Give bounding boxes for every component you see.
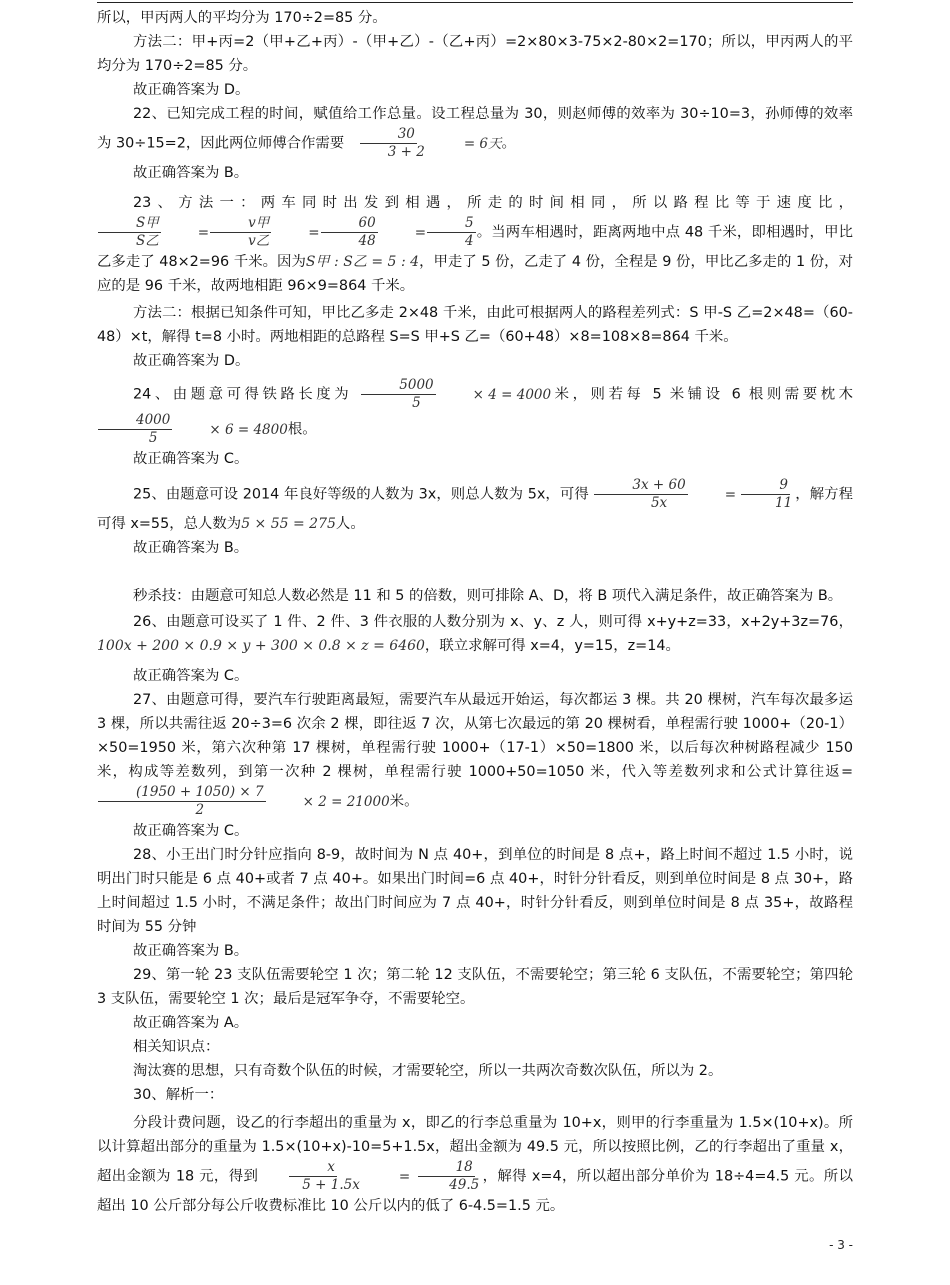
question-22	[97, 102, 853, 161]
frac-numerator: 3x + 60	[594, 477, 687, 495]
q24-text-2: 米，则若每 5 米铺设 6 根则需要枕木	[551, 386, 853, 403]
spacer	[97, 560, 853, 584]
frac-denominator: S乙	[136, 233, 159, 249]
frac-denominator: 5 + 1.5x	[302, 1177, 360, 1193]
formula-23-ratio	[97, 215, 477, 250]
q30-text: 分段计费问题，设乙的行李超出的重量为 x，即乙的行李总重量为 10+x，则甲的行李重量为 1.5×(10+x)。所以计算超出部分的重量为 1.5×(10+x)-10=5+1.5x，超出金额为 49.5 元，所以按照比例，乙的行李超出了重量 x，超出金额为 18 元，得到	[97, 1115, 853, 1185]
document-body	[97, 6, 853, 1218]
answer-line: 故正确答案为 B。	[133, 943, 249, 959]
question-24	[97, 377, 853, 447]
question-29: 29、第一轮 23 支队伍需要轮空 1 次；第二轮 12 支队伍，不需要轮空；第三轮 6 支队伍，不需要轮空；第四轮 3 支队伍，需要轮空 1 次；最后是冠军争夺，不需要轮空。	[97, 967, 853, 1007]
answer-line: 故正确答案为 B。	[133, 540, 249, 556]
paragraph: 淘汰赛的思想，只有奇数个队伍的时候，才需要轮空，所以一共两次奇数次队伍，所以为 2。	[133, 1063, 723, 1079]
formula-30	[263, 1159, 482, 1194]
formula-rhs: = 6天	[463, 135, 502, 152]
question-27	[97, 688, 853, 819]
frac-denominator: 5x	[650, 495, 668, 511]
paragraph: 相关知识点：	[133, 1039, 220, 1055]
formula-rhs: × 4 = 4000	[472, 386, 552, 403]
question-26	[97, 610, 853, 658]
question-30	[97, 1111, 853, 1218]
frac-numerator: S甲	[98, 215, 161, 233]
frac-numerator: v甲	[210, 215, 271, 233]
formula-22	[349, 126, 502, 161]
frac-denominator: 4	[465, 233, 474, 249]
formula-24a	[360, 377, 551, 412]
page-number: - 3 -	[829, 1238, 853, 1252]
formula-rhs: × 6 = 4800	[209, 421, 288, 438]
frac-numerator: x	[289, 1159, 337, 1177]
frac-numerator: 30	[360, 126, 417, 144]
q24-text: 24、由题意可得铁路长度为	[133, 386, 353, 403]
formula-23-ratio-inline: S甲 : S乙 = 5 : 4	[305, 254, 420, 270]
paragraph: 30、解析一：	[133, 1087, 224, 1103]
q30-text-2: ，解得 x=4，所以超出部分单价为 18÷4=4.5 元。所以超出 10 公斤部分每公斤收费标准比 10 公斤以内的低了 6-4.5=1.5 元。	[97, 1168, 853, 1214]
answer-line: 故正确答案为 C。	[133, 823, 249, 839]
answer-line: 故正确答案为 C。	[133, 668, 249, 684]
question-23	[97, 191, 853, 298]
frac-denominator: 11	[775, 495, 793, 511]
frac-numerator: 9	[741, 477, 790, 495]
question-25	[97, 477, 853, 536]
frac-denominator: 49.5	[449, 1177, 480, 1193]
q26-text: 26、由题意可设买了 1 件、2 件、3 件衣服的人数分别为 x、y、z 人，则可得 x+y+z=33，x+2y+3z=76，	[133, 614, 853, 630]
q27-text: 27、由题意可得，要汽车行驶距离最短，需要汽车从最远开始运，每次都运 3 棵。共 20 棵树，汽车每次最多运 3 棵，所以共需往返 20÷3=6 次余 2 棵，即往返 7 次，从第七次最远的第 20 棵树看，单程需行驶 1000+（20-1）×50=1950 米，第六次种第 17 棵树，单程需行驶 1000+（17-1）×50=1800 米，以后每次种树路程减少 150 米，构成等差数列，到第一次种 2 棵树，单程需行驶 1000+50=1050 米，代入等差数列求和公式计算往返=	[97, 692, 853, 780]
equals: =	[724, 486, 737, 503]
q25-tail: 人。	[335, 516, 365, 532]
question-28: 28、小王出门时分针应指向 8-9，故时间为 N 点 40+，到单位的时间是 8 点+，路上时间不超过 1.5 小时，说明出门时只能是 6 点 40+或者 7 点 40+。如果出门时间=6 点 40+，时针分针看反，则到单位时间是 8 点 30+，路上时间超过 1.5 小时，不满足条件；故出门时间应为 7 点 40+，时针分针看反，则到单位时间是 8 点 35+，故路程时间为 55 分钟	[97, 847, 853, 935]
q27-tail: 米。	[389, 793, 419, 810]
q23-text-3: ，甲走了 5 份，乙走了 4 份，全程是 9 份，甲比乙多走的 1 份，对应的是 96 千米，故两地相距 96×9=864 千米。	[97, 254, 853, 294]
formula-25	[593, 477, 795, 512]
formula-26: 100x + 200 × 0.9 × y + 300 × 0.8 × z = 6460	[97, 638, 425, 654]
q23-text-2: 。当两车相遇时，距离两地中点 48 千米，即相遇时，甲比乙多走了 48×2=96 千米。因为	[97, 224, 853, 270]
equals: =	[197, 224, 210, 241]
formula-24b	[97, 412, 288, 447]
frac-denominator: v乙	[248, 233, 270, 249]
answer-line: 故正确答案为 D。	[133, 82, 250, 98]
paragraph: 方法二：根据已知条件可知，甲比乙多走 2×48 千米，由此可根据两人的路程差列式：S 甲-S 乙=2×48=（60-48）×t，解得 t=8 小时。两地相距的总路程 S=S 甲+S 乙=（60+48）×8=108×8=864 千米。	[97, 305, 853, 345]
paragraph: 所以，甲丙两人的平均分为 170÷2=85 分。	[97, 10, 387, 26]
answer-line: 故正确答案为 A。	[133, 1015, 249, 1031]
formula-27	[97, 784, 390, 819]
q26-tail: ，联立求解可得 x=4，y=15，z=14。	[424, 638, 680, 654]
q22-text: 22、已知完成工程的时间，赋值给工作总量。设工程总量为 30，则赵师傅的效率为 30÷10=3，孙师傅的效率为 30÷15=2，因此两位师傅合作需要	[97, 106, 853, 152]
frac-numerator: 18	[418, 1159, 475, 1177]
formula-rhs: × 2 = 21000	[302, 793, 390, 810]
frac-denominator: 5	[148, 430, 158, 446]
q24-tail: 根。	[287, 421, 317, 438]
frac-denominator: 5	[412, 395, 421, 411]
equals: =	[398, 1168, 411, 1185]
frac-numerator: 5000	[361, 377, 435, 395]
equals: =	[308, 224, 320, 241]
frac-numerator: (1950 + 1050) × 7	[98, 784, 266, 802]
q22-tail: 。	[501, 135, 516, 152]
frac-denominator: 48	[358, 233, 376, 249]
q23-text: 23、方法一：两车同时出发到相遇，所走的时间相同，所以路程比等于速度比，	[133, 195, 853, 211]
answer-line: 故正确答案为 C。	[133, 451, 249, 467]
header-rule	[97, 2, 853, 3]
answer-line: 故正确答案为 D。	[133, 353, 250, 369]
frac-denominator: 2	[195, 802, 205, 818]
q25-text-2: ，解方程可得 x=55，总人数为	[97, 486, 854, 532]
frac-numerator: 4000	[98, 412, 172, 430]
formula-25-total: 5 × 55 = 275	[241, 516, 336, 532]
frac-denominator: 3 + 2	[387, 144, 425, 160]
frac-numerator: 5	[427, 215, 476, 233]
equals: =	[414, 224, 427, 241]
q25-text: 25、由题意可设 2014 年良好等级的人数为 3x，则总人数为 5x，可得	[133, 486, 589, 503]
paragraph: 方法二：甲+丙=2（甲+乙+丙）-（甲+乙）-（乙+丙）=2×80×3-75×2-80×2=170；所以，甲丙两人的平均分为 170÷2=85 分。	[97, 34, 853, 74]
frac-numerator: 60	[321, 215, 378, 233]
answer-line: 故正确答案为 B。	[133, 165, 249, 181]
paragraph: 秒杀技：由题意可知总人数必然是 11 和 5 的倍数，则可排除 A、D，将 B 项代入满足条件，故正确答案为 B。	[133, 588, 843, 604]
